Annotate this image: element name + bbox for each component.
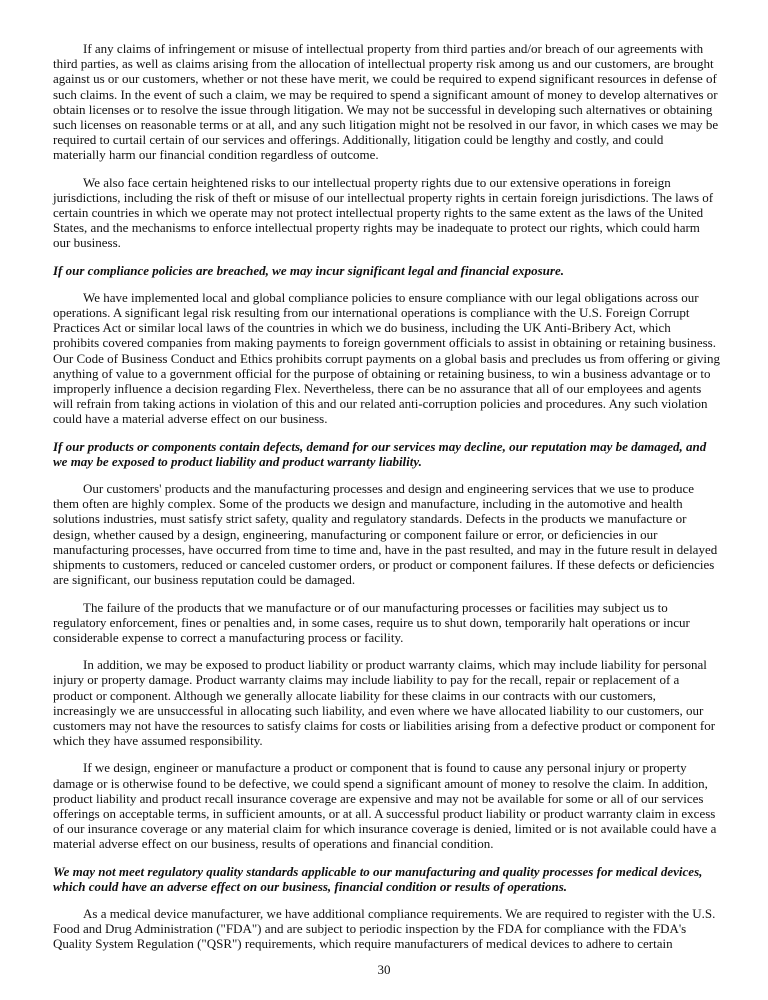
text-line: which they have assumed responsibility. <box>53 733 263 749</box>
text-line: will refrain from taking actions in violation of this and our related anti-corruption policies and procedures. Any such violation <box>53 396 708 412</box>
text-line: If we design, engineer or manufacture a product or component that is found to cause any personal injury or property <box>83 760 687 776</box>
text-line: As a medical device manufacturer, we have additional compliance requirements. We are required to register with the U.S. <box>83 905 716 921</box>
section-heading <box>53 263 733 278</box>
text-line: jurisdictions, including the risk of theft or misuse of our intellectual property rights in certain foreign jurisdictions. The laws of <box>53 189 714 205</box>
text-line: third parties, as well as claims arising from the allocation of intellectual property risk among us and our customers, are brought <box>53 56 714 72</box>
text-line: increasingly we are unsuccessful in allocating such liability, and even where we have allocated liability to our customers, our <box>53 702 704 718</box>
text-line: them often are highly complex. Some of the products we design and manufacture, including in the automotive and health <box>53 496 683 512</box>
text-line: regulatory enforcement, fines or penalties and, in some cases, require us to shut down, temporarily halt operations or incur <box>53 614 690 630</box>
paragraph <box>53 760 733 851</box>
section-heading <box>53 864 733 894</box>
text-line: If our compliance policies are breached, we may incur significant legal and financial exposure. <box>53 262 564 278</box>
text-line: States, and the mechanisms to enforce intellectual property rights may be inadequate to protect our rights, which could harm <box>53 220 700 236</box>
text-line: we may be exposed to product liability and product warranty liability. <box>53 453 422 469</box>
text-line: such licenses on reasonable terms or at all, and any such litigation might not be resolved in our favor, in which cases we may be <box>53 117 719 133</box>
text-line: manufacturing processes, have occurred from time to time and, have in the past resulted, and may in the future result in delayed <box>53 541 718 557</box>
text-line: product or component. Although we generally allocate liability for these claims in our contracts with our customers, <box>53 687 656 703</box>
text-line: such claims. In the event of such a claim, we may be required to spend a significant amount of money to develop alternatives or <box>53 86 718 102</box>
text-line: Our customers' products and the manufacturing processes and design and engineering services that we use to produce <box>83 481 694 497</box>
text-line: materially harm our financial condition regardless of outcome. <box>53 147 379 163</box>
paragraph <box>53 481 733 587</box>
document-body <box>53 41 733 964</box>
text-line: required to curtail certain of our services and offerings. Additionally, litigation could be lengthy and costly, and could <box>53 132 664 148</box>
text-line: obtain licenses or to resolve the issue through litigation. We may not be successful in developing such alternatives or obtaining <box>53 101 713 117</box>
text-line: The failure of the products that we manufacture or of our manufacturing processes or facilities may subject us to <box>83 599 668 615</box>
section-heading <box>53 439 733 469</box>
page-number: 30 <box>377 962 391 977</box>
text-line: Practices Act or similar local laws of the countries in which we do business, including the UK Anti-Bribery Act, which <box>53 320 671 336</box>
text-line: Our Code of Business Conduct and Ethics prohibits corrupt payments on a global basis and precludes us from offering or giving <box>53 350 720 366</box>
text-line: Quality System Regulation ("QSR") requirements, which require manufacturers of medical devices to adhere to certain <box>53 936 673 952</box>
text-line: offerings on acceptable terms, in sufficient amounts, or at all. A successful product liability or product warranty claim in excess <box>53 805 716 821</box>
text-line: material adverse effect on our business, results of operations and financial condition. <box>53 836 494 852</box>
text-line: We also face certain heightened risks to our intellectual property rights due to our extensive operations in foreign <box>83 174 671 190</box>
paragraph <box>53 600 733 646</box>
text-line: improperly influence a decision regarding Flex. Nevertheless, there can be no assurance that all of our employees and agents <box>53 381 702 397</box>
text-line: of our insurance coverage or any material claim for which insurance coverage is denied, limited or is not available could have a <box>53 821 717 837</box>
text-line: which could have an adverse effect on our business, financial condition or results of operations. <box>53 878 568 894</box>
text-line: shipments to customers, reduced or canceled customer orders, or product or component failures. If these defects or deficiencies <box>53 557 715 573</box>
text-line: our business. <box>53 235 121 251</box>
text-line: anything of value to a government official for the purpose of obtaining or retaining business, to win a business advantage or to <box>53 365 711 381</box>
text-line: prohibits covered companies from making payments to foreign government officials to assist in obtaining or retaining business. <box>53 335 716 351</box>
text-line: product liability and product recall insurance coverage are expensive and may not be available for some or all of our services <box>53 790 704 806</box>
text-line: injury or property damage. Product warranty claims may include liability to pay for the recall, repair or replacement of a <box>53 672 680 688</box>
text-line: operations. A significant legal risk resulting from our international operations is compliance with the U.S. Foreign Corrupt <box>53 305 690 321</box>
paragraph <box>53 906 733 952</box>
text-line: could have a material adverse effect on our business. <box>53 411 328 427</box>
text-line: customers may not have the resources to satisfy claims for costs or liabilities arising from a defective product or component for <box>53 717 716 733</box>
text-line: considerable expense to correct a manufacturing process or facility. <box>53 629 404 645</box>
text-line: certain countries in which we operate may not protect intellectual property rights to the same extent as the laws of the United <box>53 205 704 221</box>
text-line: design, whether caused by a design, engineering, manufacturing or component failure or error, or deficiencies in our <box>53 526 658 542</box>
text-line: against us or our customers, whether or not these have merit, we could be required to expend significant resources in defense of <box>53 71 717 87</box>
text-line: are significant, our business reputation could be damaged. <box>53 572 356 588</box>
paragraph <box>53 657 733 748</box>
paragraph <box>53 41 733 163</box>
text-line: We may not meet regulatory quality standards applicable to our manufacturing and quality processes for medical devices, <box>53 863 703 879</box>
paragraph <box>53 175 733 251</box>
text-line: Food and Drug Administration ("FDA") and are subject to periodic inspection by the FDA for compliance with the FDA's <box>53 921 687 937</box>
text-line: We have implemented local and global compliance policies to ensure compliance with our legal obligations across our <box>83 289 699 305</box>
paragraph <box>53 290 733 427</box>
text-line: If our products or components contain defects, demand for our services may decline, our reputation may be damaged, and <box>53 438 707 454</box>
text-line: In addition, we may be exposed to product liability or product warranty claims, which may include liability for personal <box>83 657 707 673</box>
text-line: damage or is otherwise found to be defective, we could spend a significant amount of money to resolve the claim. In addition, <box>53 775 708 791</box>
text-line: solutions industries, must satisfy strict safety, quality and regulatory standards. Defects in the products we manufacture or <box>53 511 687 527</box>
text-line: If any claims of infringement or misuse of intellectual property from third parties and/or breach of our agreements with <box>83 41 704 56</box>
